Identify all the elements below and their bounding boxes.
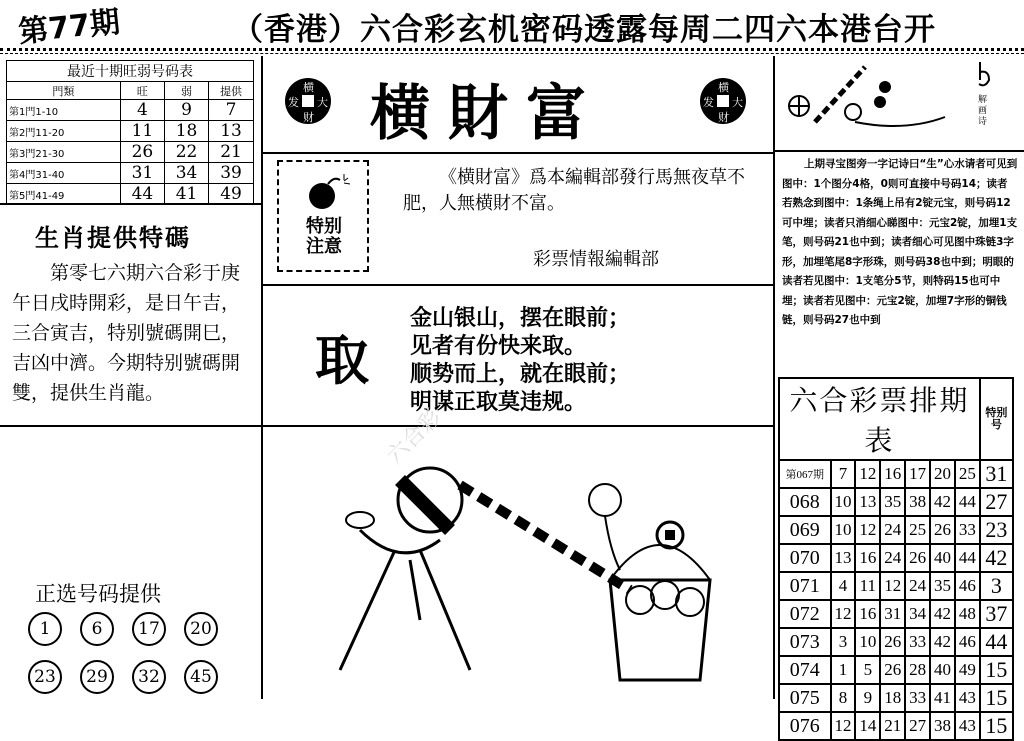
number-ball: 45 <box>184 660 218 694</box>
number-cell: 33 <box>955 516 980 544</box>
number-cell: 26 <box>120 142 164 163</box>
hint-picture <box>785 62 965 142</box>
issue-cell: 第067期 <box>779 460 831 488</box>
table-row <box>779 684 1013 712</box>
number-cell: 17 <box>905 460 930 488</box>
number-cell: 21 <box>209 142 254 163</box>
number-cell: 34 <box>164 163 208 184</box>
number-ball: 17 <box>132 612 166 646</box>
number-cell: 26 <box>930 516 955 544</box>
number-cell: 35 <box>880 488 905 516</box>
special-number-cell: 15 <box>980 684 1013 712</box>
poem-big-char: 取 <box>315 329 369 392</box>
number-cell: 31 <box>880 600 905 628</box>
clue-text: 上期寻宝图旁一字记诗曰“生”心水请者可见到图中：1个图分4格，0则可直接中号码14；读者若熟念到图中：1条绳上吊有2锭元宝，则号码12可中埋；读者只消细心睇图中：元宝2锭，加埋1支笔，则号码21也中到；读者细心可见图中珠链3字形，加埋笔尾8字形珠，则号码38也中到；明眼的读者若见图中：1支笔分5节，则特码15也可中埋；读者若见图中：元宝2锭，加埋7字形的铜钱链，则号码27也中到 <box>782 158 1018 326</box>
picture-label: 解画诗 <box>978 95 988 127</box>
special-number-header: 特别号 <box>980 378 1013 460</box>
poem-line: 明谋正取莫违规。 <box>410 390 587 415</box>
poem-line: 金山银山，摆在眼前； <box>410 306 631 331</box>
number-cell: 14 <box>855 712 880 740</box>
picks-heading: 正选号码提供 <box>35 582 161 606</box>
number-cell: 28 <box>905 656 930 684</box>
number-cell: 44 <box>955 488 980 516</box>
number-cell: 20 <box>930 460 955 488</box>
number-cell: 31 <box>120 163 164 184</box>
poem-line: 见者有份快来取。 <box>410 334 587 359</box>
number-cell: 9 <box>855 684 880 712</box>
issue-number: 第77期 <box>16 4 122 51</box>
special-number-cell: 3 <box>980 572 1013 600</box>
number-cell: 49 <box>955 656 980 684</box>
table-row <box>7 121 254 142</box>
number-cell: 18 <box>880 684 905 712</box>
number-cell: 26 <box>905 544 930 572</box>
section-divider <box>262 152 774 154</box>
number-cell: 13 <box>855 488 880 516</box>
issue-cell: 070 <box>779 544 831 572</box>
number-cell: 44 <box>120 184 164 205</box>
number-cell: 7 <box>209 100 254 121</box>
number-cell: 42 <box>930 600 955 628</box>
special-number-cell: 23 <box>980 516 1013 544</box>
zodiac-heading: 生肖提供特碼 <box>35 224 191 252</box>
number-cell: 27 <box>905 712 930 740</box>
table-row <box>7 100 254 121</box>
number-cell: 44 <box>955 544 980 572</box>
number-cell: 22 <box>164 142 208 163</box>
number-cell: 24 <box>905 572 930 600</box>
number-cell: 16 <box>855 544 880 572</box>
number-cell: 41 <box>164 184 208 205</box>
riddle-illustration <box>300 440 760 695</box>
number-cell: 9 <box>164 100 208 121</box>
draw-schedule-table <box>778 377 1014 741</box>
number-cell: 49 <box>209 184 254 205</box>
intro-text: 《横財富》爲本編輯部發行馬無夜草不肥，人無横財不富。 <box>403 167 745 214</box>
number-ball: 32 <box>132 660 166 694</box>
number-cell: 3 <box>831 628 856 656</box>
table-row <box>779 460 1013 488</box>
number-cell: 38 <box>905 488 930 516</box>
number-cell: 26 <box>880 628 905 656</box>
strength-table-header <box>7 82 254 100</box>
strength-column-header: 門類 <box>7 82 121 100</box>
notice-box <box>277 160 369 272</box>
page-title: （香港）六合彩玄机密码透露每周二四六本港台开 <box>232 12 936 48</box>
table-row <box>7 142 254 163</box>
number-cell: 25 <box>955 460 980 488</box>
table-row <box>779 656 1013 684</box>
strength-column-header: 提供 <box>209 82 254 100</box>
coin-char: 大 <box>317 96 328 109</box>
draw-table-title: 六合彩票排期表 <box>779 378 980 460</box>
special-number-cell: 27 <box>980 488 1013 516</box>
number-cell: 42 <box>930 488 955 516</box>
coin-char: 横 <box>718 81 729 94</box>
number-ball: 29 <box>80 660 114 694</box>
coin-char: 发 <box>703 96 714 109</box>
issue-cell: 071 <box>779 572 831 600</box>
coin-icon <box>285 78 331 124</box>
issue-cell: 075 <box>779 684 831 712</box>
number-cell: 46 <box>955 628 980 656</box>
pointing-hand-icon <box>975 60 993 90</box>
number-cell: 43 <box>955 684 980 712</box>
number-cell: 12 <box>831 600 856 628</box>
issue-cell: 074 <box>779 656 831 684</box>
strength-table-title: 最近十期旺弱号码表 <box>7 61 254 82</box>
number-cell: 4 <box>120 100 164 121</box>
strength-column-header: 弱 <box>164 82 208 100</box>
issue-cell: 068 <box>779 488 831 516</box>
issue-cell: 072 <box>779 600 831 628</box>
bomb-icon <box>304 170 354 212</box>
poem <box>410 305 630 417</box>
number-cell: 11 <box>120 121 164 142</box>
number-cell: 46 <box>955 572 980 600</box>
group-label: 第4門31-40 <box>7 163 121 184</box>
number-cell: 21 <box>880 712 905 740</box>
special-number-cell: 15 <box>980 712 1013 740</box>
number-ball: 20 <box>184 612 218 646</box>
table-row <box>779 488 1013 516</box>
strength-column-header: 旺 <box>120 82 164 100</box>
coin-char: 大 <box>732 96 743 109</box>
coin-char: 财 <box>718 111 729 124</box>
number-cell: 1 <box>831 656 856 684</box>
strength-table <box>6 60 254 205</box>
number-cell: 10 <box>855 628 880 656</box>
table-row <box>779 600 1013 628</box>
issue-cell: 069 <box>779 516 831 544</box>
special-number-cell: 37 <box>980 600 1013 628</box>
notice-label: 特别注意 <box>306 216 342 257</box>
number-cell: 13 <box>831 544 856 572</box>
table-row <box>779 628 1013 656</box>
zodiac-text: 第零七六期六合彩于庚午日戌時開彩，是日午吉，三合寅吉，特别號碼開巳，吉凶中濟。今期特别號碼開雙，提供生肖龍。 <box>12 262 241 404</box>
special-number-cell: 44 <box>980 628 1013 656</box>
signature: 彩票情報編輯部 <box>533 249 659 270</box>
poem-line: 顺势而上，就在眼前； <box>410 362 631 387</box>
number-cell: 11 <box>855 572 880 600</box>
number-cell: 40 <box>930 656 955 684</box>
number-cell: 24 <box>880 544 905 572</box>
number-cell: 8 <box>831 684 856 712</box>
number-cell: 39 <box>209 163 254 184</box>
table-row <box>779 544 1013 572</box>
number-cell: 12 <box>831 712 856 740</box>
section-divider <box>0 425 261 427</box>
picks-numbers <box>28 612 238 694</box>
number-cell: 12 <box>855 460 880 488</box>
number-ball: 23 <box>28 660 62 694</box>
number-cell: 34 <box>905 600 930 628</box>
coin-char: 发 <box>288 96 299 109</box>
table-row <box>779 712 1013 740</box>
special-number-cell: 15 <box>980 656 1013 684</box>
coin-char: 横 <box>303 81 314 94</box>
group-label: 第5門41-49 <box>7 184 121 205</box>
group-label: 第3門21-30 <box>7 142 121 163</box>
number-cell: 18 <box>164 121 208 142</box>
section-divider <box>262 425 774 427</box>
number-cell: 10 <box>831 488 856 516</box>
number-ball: 6 <box>80 612 114 646</box>
group-label: 第2門11-20 <box>7 121 121 142</box>
number-cell: 5 <box>855 656 880 684</box>
number-cell: 41 <box>930 684 955 712</box>
number-cell: 42 <box>930 628 955 656</box>
issue-cell: 073 <box>779 628 831 656</box>
number-cell: 4 <box>831 572 856 600</box>
number-cell: 48 <box>955 600 980 628</box>
table-row <box>779 516 1013 544</box>
number-cell: 25 <box>905 516 930 544</box>
special-number-cell: 42 <box>980 544 1013 572</box>
number-cell: 16 <box>855 600 880 628</box>
number-cell: 35 <box>930 572 955 600</box>
header-divider <box>0 48 1024 54</box>
number-cell: 13 <box>209 121 254 142</box>
number-ball: 1 <box>28 612 62 646</box>
coin-char: 财 <box>303 111 314 124</box>
section-divider <box>774 150 1024 152</box>
group-label: 第1門1-10 <box>7 100 121 121</box>
number-cell: 38 <box>930 712 955 740</box>
number-cell: 24 <box>880 516 905 544</box>
coin-icon <box>700 78 746 124</box>
number-cell: 26 <box>880 656 905 684</box>
table-row <box>779 572 1013 600</box>
special-number-cell: 31 <box>980 460 1013 488</box>
number-cell: 12 <box>855 516 880 544</box>
number-cell: 33 <box>905 628 930 656</box>
number-cell: 33 <box>905 684 930 712</box>
issue-cell: 076 <box>779 712 831 740</box>
number-cell: 7 <box>831 460 856 488</box>
section-divider <box>262 284 774 286</box>
number-cell: 12 <box>880 572 905 600</box>
number-cell: 16 <box>880 460 905 488</box>
table-row <box>7 184 254 205</box>
number-cell: 40 <box>930 544 955 572</box>
number-cell: 10 <box>831 516 856 544</box>
masthead-logo: 横財富 <box>370 79 604 149</box>
number-cell: 43 <box>955 712 980 740</box>
watermark: 六合彩 <box>382 404 447 470</box>
table-row <box>7 163 254 184</box>
